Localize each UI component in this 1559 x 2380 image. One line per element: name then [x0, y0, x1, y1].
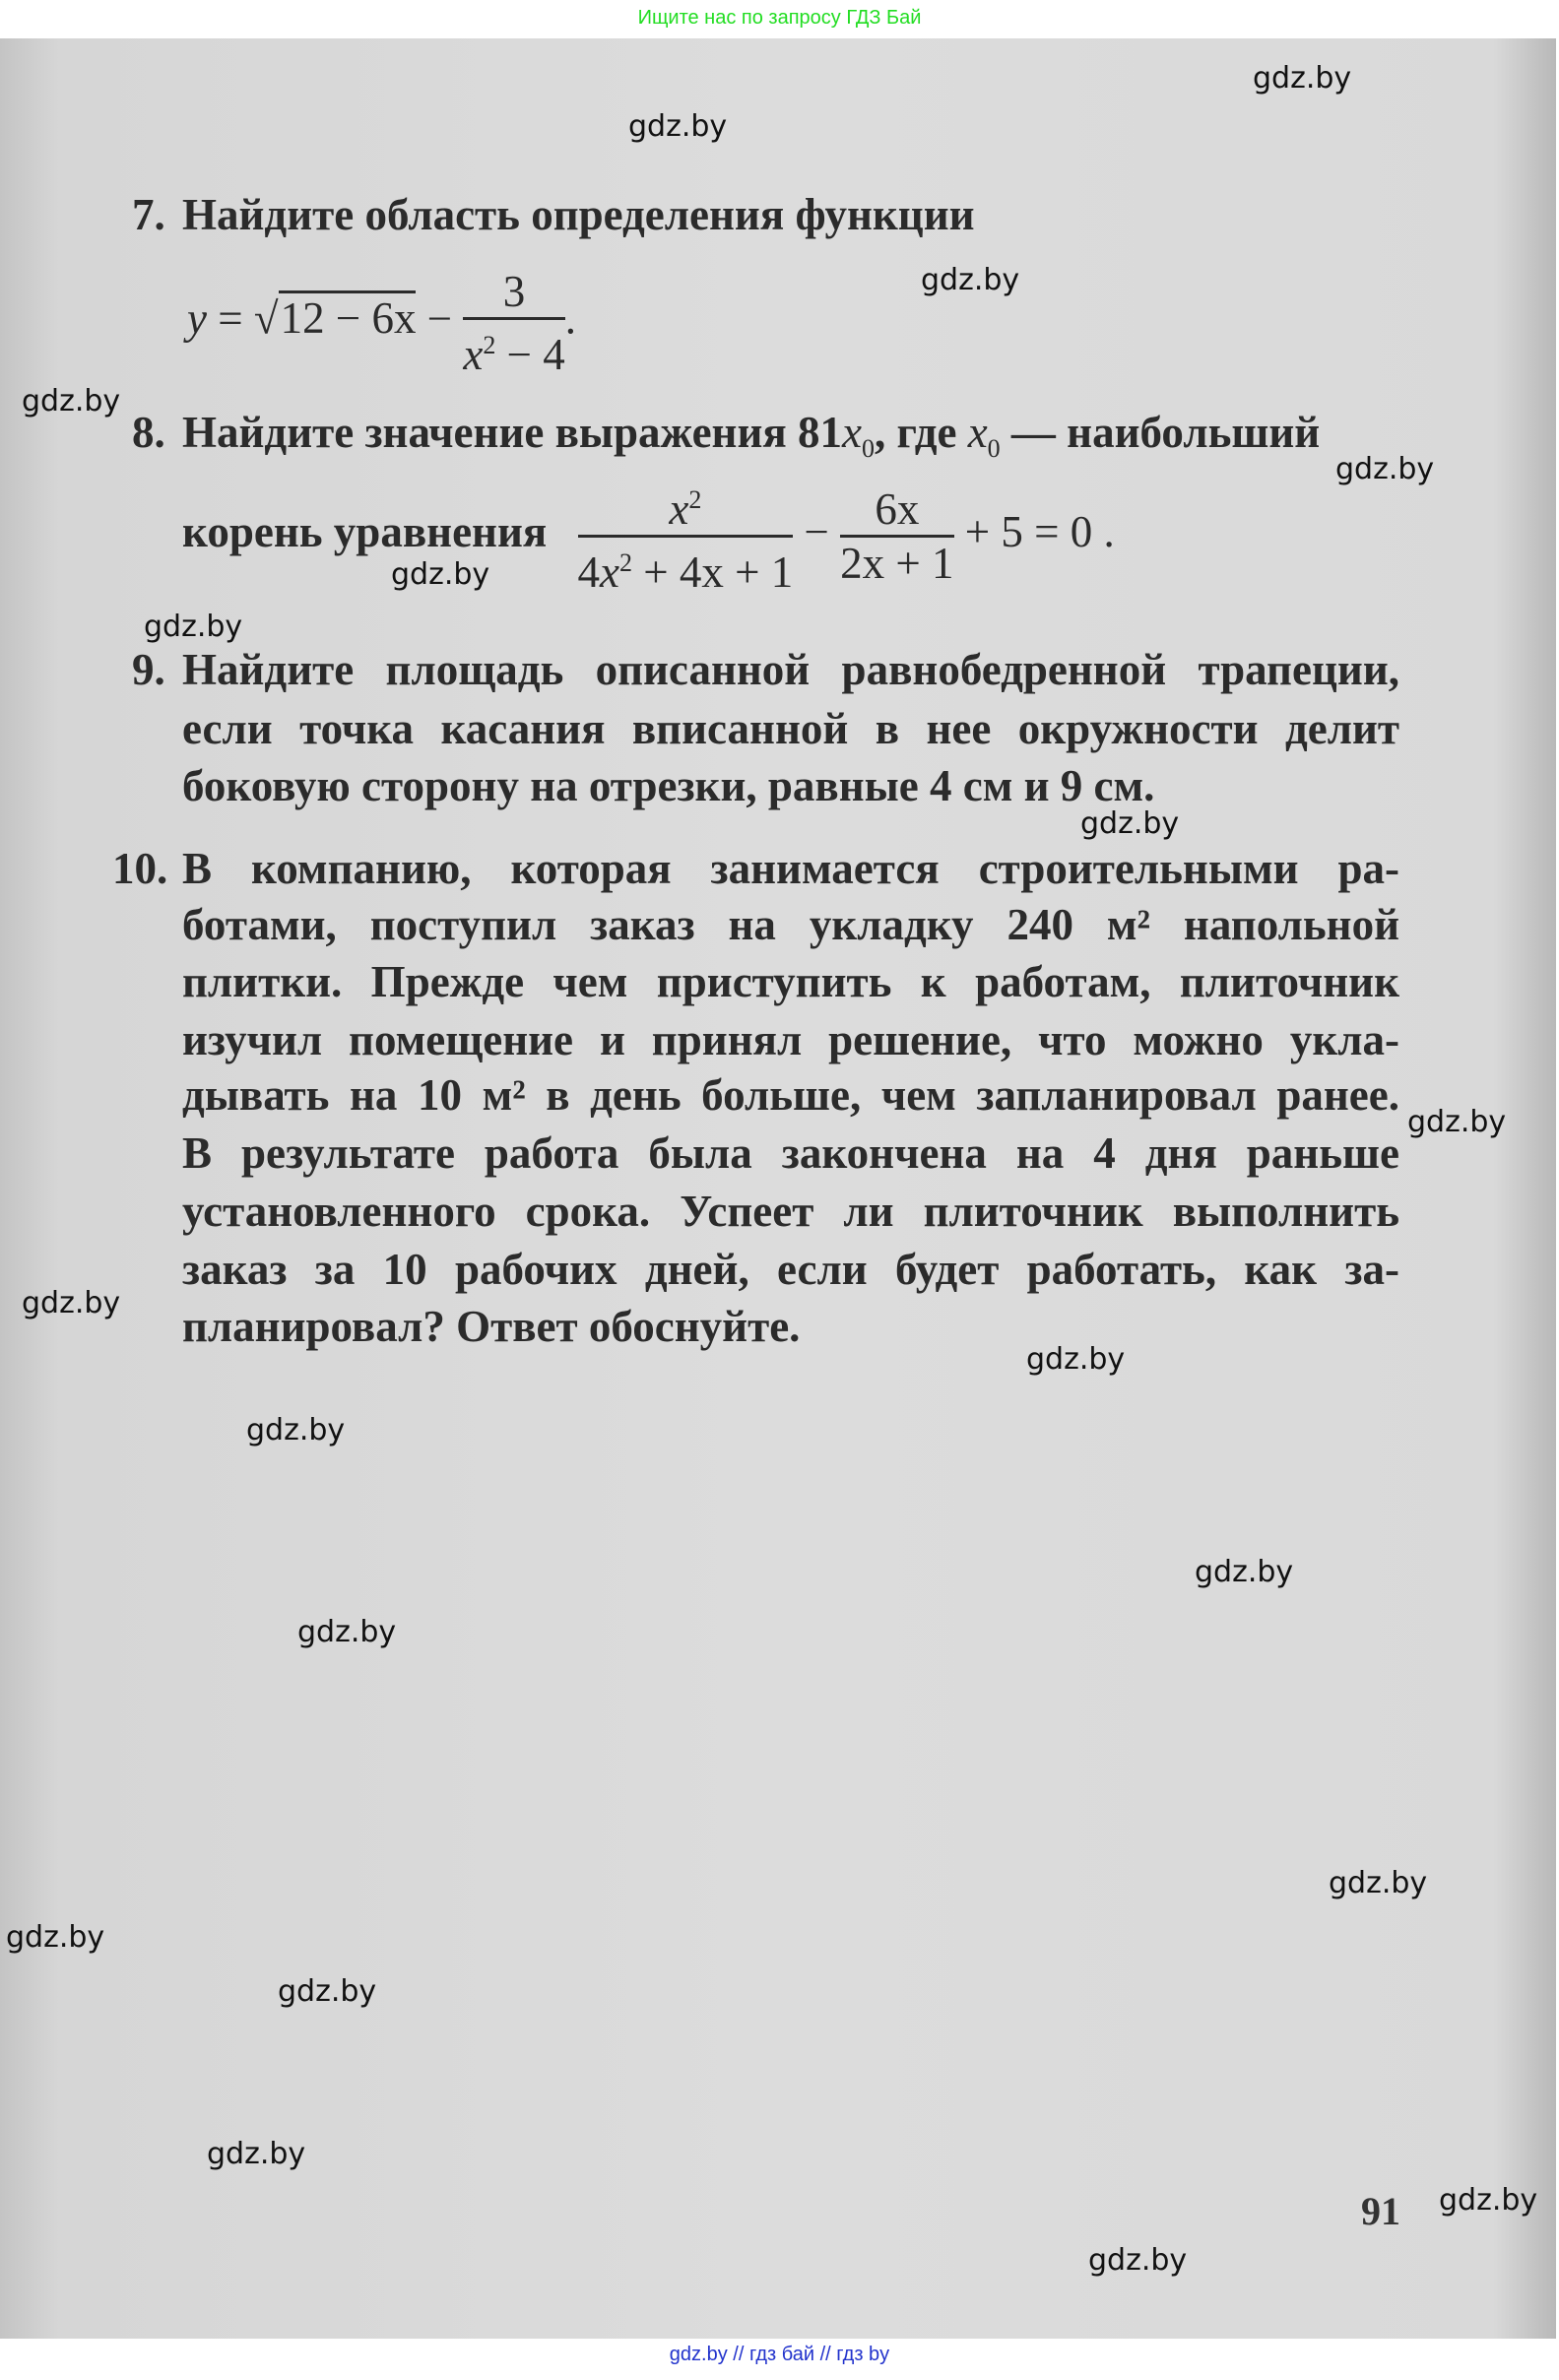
fraction-denominator — [578, 538, 794, 598]
var: x — [669, 484, 689, 535]
task-10-line: В результате работа была закончена на 4 дня раньше — [182, 1128, 1399, 1178]
task-10-line: заказ за 10 рабочих дней, если будет работать, как за- — [182, 1245, 1399, 1294]
rest: + 4x + 1 — [631, 547, 794, 598]
watermark: gdz.by — [22, 384, 121, 418]
coef: 4 — [577, 547, 600, 598]
watermark: gdz.by — [391, 557, 490, 592]
task-10-line: ботами, поступил заказ на укладку 240 м² напольной — [182, 900, 1399, 949]
sub: 0 — [862, 434, 875, 463]
watermark: gdz.by — [628, 109, 728, 144]
text: , где — [875, 408, 968, 457]
sub: 0 — [987, 434, 1001, 463]
den-var: x — [463, 330, 484, 379]
fraction-denominator — [463, 320, 564, 380]
watermark: gdz.by — [207, 2137, 306, 2171]
exp: 2 — [688, 485, 702, 515]
watermark: gdz.by — [1088, 2243, 1188, 2278]
page-number: 91 — [1361, 2189, 1400, 2233]
equation-tail: + 5 = 0 . — [953, 507, 1115, 556]
watermark: gdz.by — [921, 263, 1020, 297]
task-8-line-2 — [182, 473, 1115, 598]
fraction-1 — [578, 475, 794, 598]
task-10-line: В компанию, которая занимается строительными ра- — [182, 844, 1399, 893]
watermark: gdz.by — [1195, 1555, 1294, 1589]
den-exp: 2 — [483, 331, 496, 359]
watermark: gdz.by — [1335, 452, 1435, 486]
watermark: gdz.by — [144, 610, 243, 644]
exp: 2 — [618, 548, 632, 578]
fraction-numerator — [578, 475, 794, 538]
watermark: gdz.by — [1080, 806, 1180, 841]
minus: − — [793, 507, 841, 556]
formula-end: . — [564, 293, 576, 344]
watermark: gdz.by — [6, 1920, 105, 1955]
footer-links[interactable]: gdz.by // гдз бай // гдз by — [669, 2344, 890, 2365]
task-9-line: Найдите площадь описанной равнобедренной трапеции, — [182, 645, 1399, 694]
den-rest: − 4 — [495, 330, 565, 379]
watermark: gdz.by — [1253, 61, 1352, 96]
watermark: gdz.by — [297, 1615, 397, 1649]
watermark: gdz.by — [278, 1974, 377, 2009]
formula-radicand: 12 − 6x — [279, 290, 417, 343]
fraction-denominator: 2x + 1 — [840, 539, 954, 589]
task-9-number: 9. — [132, 645, 165, 694]
task-8-number: 8. — [132, 408, 165, 457]
task-7-number: 7. — [132, 190, 165, 239]
search-banner[interactable]: Ищите нас по запросу ГДЗ Бай — [637, 7, 922, 29]
watermark: gdz.by — [1407, 1105, 1507, 1139]
task-9-line: боковую сторону на отрезки, равные 4 см и 9 см. — [182, 761, 1155, 810]
text: — наибольший — [1000, 408, 1321, 457]
formula-eq: = √ — [206, 293, 279, 344]
task-10-number: 10. — [112, 844, 168, 893]
formula-minus: − — [416, 293, 464, 344]
watermark: gdz.by — [1329, 1866, 1428, 1900]
task-10-line: плитки. Прежде чем приступить к работам, плиточник — [182, 957, 1399, 1006]
var-x: x — [842, 408, 862, 457]
watermark: gdz.by — [1026, 1342, 1126, 1377]
formula-var: y — [187, 293, 207, 344]
fraction-numerator: 3 — [463, 266, 564, 320]
watermark: gdz.by — [22, 1286, 121, 1320]
task-7-formula — [187, 266, 576, 380]
var-x: x — [967, 408, 988, 457]
text: Найдите значение выражения 81 — [182, 408, 843, 457]
watermark: gdz.by — [1439, 2183, 1538, 2218]
task-10-line: изучил помещение и принял решение, что можно укла- — [182, 1015, 1399, 1064]
task-8-line-1 — [182, 408, 1320, 474]
task-10-line: установленного срока. Успеет ли плиточник выполнить — [182, 1187, 1399, 1236]
task-10-line: планировал? Ответ обоснуйте. — [182, 1302, 801, 1351]
watermark: gdz.by — [246, 1413, 346, 1447]
task-9-line: если точка касания вписанной в нее окружности делит — [182, 704, 1399, 753]
fraction-numerator: 6x — [840, 483, 953, 538]
task-7-text: Найдите область определения функции — [182, 190, 975, 239]
fraction-2 — [840, 483, 953, 589]
task-10-line: дывать на 10 м² в день больше, чем запланировал ранее. — [182, 1070, 1399, 1120]
formula-fraction — [463, 266, 564, 380]
text: корень уравнения — [182, 507, 548, 556]
var: x — [600, 547, 619, 598]
